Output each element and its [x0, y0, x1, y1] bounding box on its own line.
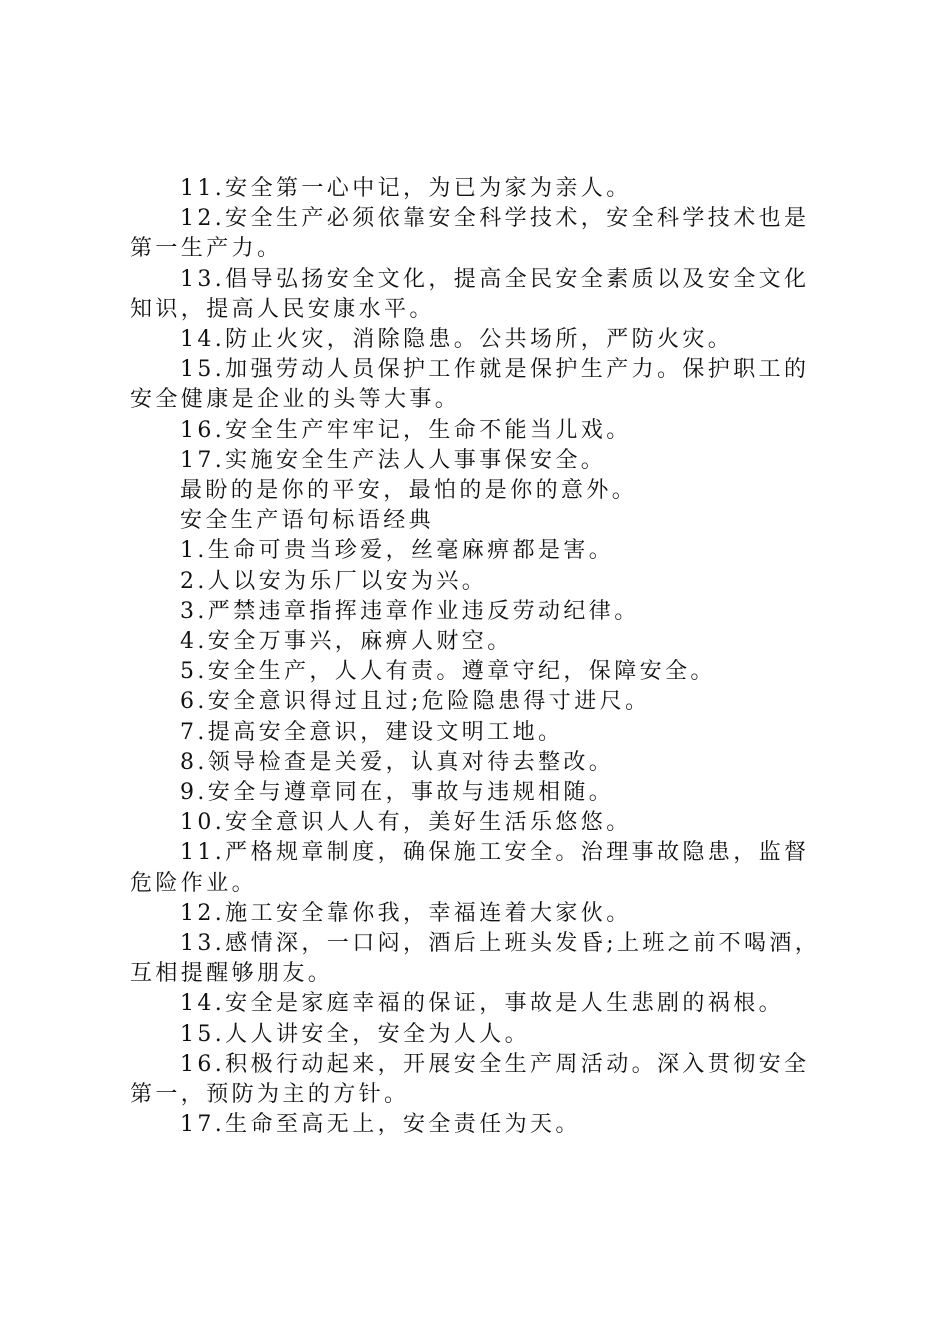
paragraph: 16.积极行动起来，开展安全生产周活动。深入贯彻安全第一，预防为主的方针。 [130, 1051, 810, 1108]
paragraph: 最盼的是你的平安，最怕的是你的意外。 [180, 478, 638, 504]
paragraph: 11.安全第一心中记，为已为家为亲人。 [180, 176, 632, 201]
paragraph: 5.安全生产，人人有责。遵章守纪，保障安全。 [180, 659, 716, 685]
paragraph: 15.加强劳动人员保护工作就是保护生产力。保护职工的安全健康是企业的头等大事。 [130, 357, 810, 413]
paragraph: 11.严格规章制度，确保施工安全。治理事故隐患，监督危险作业。 [130, 840, 810, 896]
paragraph: 9.安全与遵章同在，事故与违规相随。 [180, 780, 615, 806]
paragraph: 13.感情深，一口闷，酒后上班头发昏;上班之前不喝酒，互相提醒够朋友。 [130, 931, 821, 987]
paragraph: 7.提高安全意识，建设文明工地。 [180, 719, 564, 745]
paragraph: 15.人人讲安全，安全为人人。 [180, 1021, 530, 1047]
paragraph: 4.安全万事兴，麻痹人财空。 [180, 629, 513, 655]
paragraph: 13.倡导弘扬安全文化，提高全民安全素质以及安全文化知识，提高人民安康水平。 [130, 266, 810, 322]
paragraph: 8.领导检查是关爱，认真对待去整改。 [180, 749, 615, 775]
paragraph: 1.生命可贵当珍爱，丝毫麻痹都是害。 [180, 538, 615, 564]
document-body [130, 174, 830, 1141]
paragraph: 16.安全生产牢牢记，生命不能当儿戏。 [180, 417, 632, 443]
paragraph: 12.施工安全靠你我，幸福连着大家伙。 [180, 900, 632, 926]
paragraph: 3.严禁违章指挥违章作业违反劳动纪律。 [180, 598, 640, 624]
paragraph: 10.安全意识人人有，美好生活乐悠悠。 [180, 810, 632, 836]
paragraph: 14.防止火灾，消除隐患。公共场所，严防火灾。 [180, 327, 734, 353]
section-heading: 安全生产语句标语经典 [180, 508, 435, 534]
paragraph: 12.安全生产必须依靠安全科学技术，安全科学技术也是第一生产力。 [130, 206, 810, 262]
paragraph: 14.安全是家庭幸福的保证，事故是人生悲剧的祸根。 [180, 991, 784, 1017]
paragraph: 6.安全意识得过且过;危险隐患得寸进尺。 [180, 689, 651, 715]
paragraph: 2.人以安为乐厂以安为兴。 [180, 568, 488, 594]
paragraph: 17.生命至高无上，安全责任为天。 [180, 1112, 581, 1138]
paragraph: 17.实施安全生产法人人事事保安全。 [180, 447, 607, 473]
